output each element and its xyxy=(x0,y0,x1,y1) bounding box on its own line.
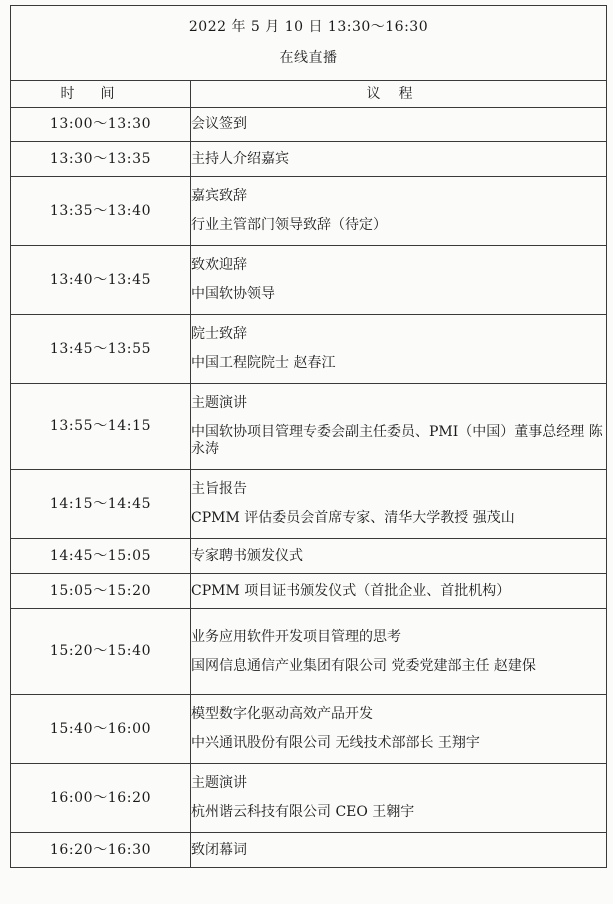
agenda-time: 13:35～13:40 xyxy=(11,177,191,246)
agenda-time: 13:45～13:55 xyxy=(11,315,191,384)
agenda-item-detail: 中国工程院院士 赵春江 xyxy=(191,355,336,371)
agenda-item xyxy=(191,695,607,764)
agenda-item-title: 院士致辞 xyxy=(191,326,247,342)
agenda-time: 16:20～16:30 xyxy=(11,833,191,868)
agenda-time: 15:40～16:00 xyxy=(11,695,191,764)
agenda-time: 13:55～14:15 xyxy=(11,384,191,470)
agenda-row xyxy=(11,574,607,609)
agenda-time: 16:00～16:20 xyxy=(11,764,191,833)
agenda-row xyxy=(11,384,607,470)
column-header-row xyxy=(11,81,607,108)
agenda-item xyxy=(191,108,607,142)
header-row xyxy=(11,6,607,81)
agenda-time: 14:15～14:45 xyxy=(11,470,191,539)
agenda-item-detail: 中国软协领导 xyxy=(191,286,275,302)
agenda-row xyxy=(11,177,607,246)
agenda-item-title: 专家聘书颁发仪式 xyxy=(191,547,303,564)
agenda-time: 13:30～13:35 xyxy=(11,142,191,177)
agenda-item-detail: 国网信息通信产业集团有限公司 党委党建部主任 赵建保 xyxy=(191,657,536,674)
agenda-row xyxy=(11,142,607,177)
agenda-time: 15:20～15:40 xyxy=(11,609,191,695)
agenda-time: 13:00～13:30 xyxy=(11,108,191,142)
agenda-row xyxy=(11,695,607,764)
agenda-time: 14:45～15:05 xyxy=(11,539,191,574)
agenda-item xyxy=(191,177,607,246)
agenda-item xyxy=(191,764,607,833)
agenda-item-title: 主持人介绍嘉宾 xyxy=(191,150,289,167)
agenda-row xyxy=(11,833,607,868)
agenda-item-title: 致欢迎辞 xyxy=(191,257,247,273)
agenda-item-title: 业务应用软件开发项目管理的思考 xyxy=(191,628,401,645)
agenda-item xyxy=(191,470,607,539)
agenda-item-detail: 中国软协项目管理专委会副主任委员、PMI（中国）董事总经理 陈永涛 xyxy=(191,424,603,457)
agenda-item-detail: 中兴通讯股份有限公司 无线技术部部长 王翔宇 xyxy=(191,735,480,751)
agenda-row xyxy=(11,315,607,384)
agenda-item-title: 主题演讲 xyxy=(191,395,247,411)
agenda-item-detail: 行业主管部门领导致辞（待定） xyxy=(191,217,387,233)
agenda-item-detail: CPMM 评估委员会首席专家、清华大学教授 强茂山 xyxy=(191,510,515,526)
agenda-item xyxy=(191,384,607,470)
agenda-row xyxy=(11,539,607,574)
event-date-line: 2022 年 5 月 10 日 13:30～16:30 xyxy=(188,19,429,35)
event-header xyxy=(11,6,607,81)
agenda-item-title: 主题演讲 xyxy=(191,775,247,791)
agenda-row xyxy=(11,246,607,315)
agenda-item-title: 主旨报告 xyxy=(191,481,247,497)
agenda-row xyxy=(11,470,607,539)
agenda-item xyxy=(191,609,607,695)
agenda-item-title: 嘉宾致辞 xyxy=(191,188,247,204)
agenda-time: 13:40～13:45 xyxy=(11,246,191,315)
agenda-item-title: CPMM 项目证书颁发仪式（首批企业、首批机构） xyxy=(191,582,511,599)
agenda-row xyxy=(11,764,607,833)
agenda-item xyxy=(191,574,607,609)
agenda-item xyxy=(191,315,607,384)
agenda-item xyxy=(191,539,607,574)
column-header-agenda: 议程 xyxy=(191,81,607,108)
agenda-time: 15:05～15:20 xyxy=(11,574,191,609)
agenda-item xyxy=(191,833,607,868)
agenda-item-detail: 杭州谐云科技有限公司 CEO 王翱宇 xyxy=(191,804,415,820)
agenda-item-title: 致闭幕词 xyxy=(191,841,247,858)
agenda-item xyxy=(191,246,607,315)
agenda-row xyxy=(11,609,607,695)
agenda-item-title: 会议签到 xyxy=(191,116,247,132)
event-format: 在线直播 xyxy=(279,50,338,66)
agenda-table xyxy=(10,5,607,868)
column-header-time: 时间 xyxy=(11,81,191,108)
agenda-row xyxy=(11,108,607,142)
agenda-item xyxy=(191,142,607,177)
agenda-item-title: 模型数字化驱动高效产品开发 xyxy=(191,706,373,722)
